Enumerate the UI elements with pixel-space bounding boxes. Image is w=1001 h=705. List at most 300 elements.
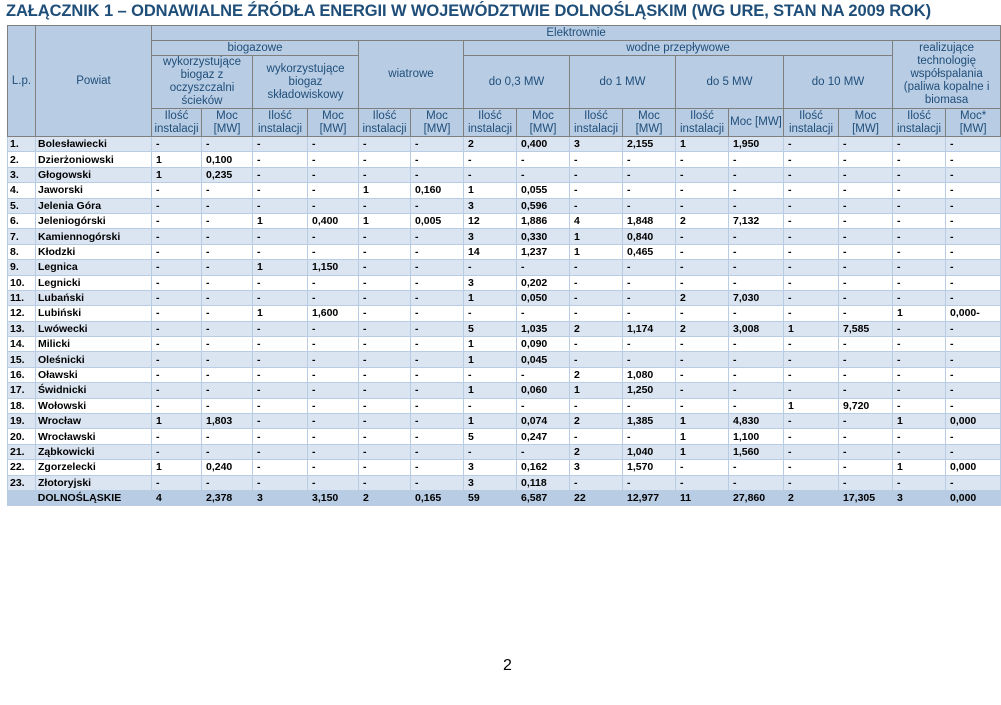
header-ilosc-instalacji: Ilość instalacji (359, 109, 411, 137)
header-lp: L.p. (8, 26, 36, 137)
table-cell: 0,162 (517, 460, 570, 475)
table-cell: - (202, 137, 253, 152)
header-ilosc-instalacji: Ilość instalacji (152, 109, 202, 137)
table-cell: - (729, 260, 784, 275)
table-cell: - (676, 306, 729, 321)
table-cell: 1,600 (308, 306, 359, 321)
table-cell: - (359, 475, 411, 490)
table-cell: - (676, 167, 729, 182)
table-cell: 1 (152, 460, 202, 475)
header-wodne: wodne przepływowe (464, 41, 893, 56)
table-cell: - (411, 460, 464, 475)
table-cell: 1,385 (623, 414, 676, 429)
table-cell: - (359, 244, 411, 259)
header-do-5-mw: do 5 MW (676, 56, 784, 109)
table-cell: - (411, 367, 464, 382)
table-cell: - (729, 198, 784, 213)
table-cell: - (308, 275, 359, 290)
table-cell: 1 (893, 414, 946, 429)
table-cell: - (202, 198, 253, 213)
table-cell: - (784, 213, 839, 228)
row-powiat: Kłodzki (36, 244, 152, 259)
row-powiat: Legnica (36, 260, 152, 275)
table-cell: 2,155 (623, 137, 676, 152)
table-cell: 2 (676, 290, 729, 305)
table-cell: - (729, 475, 784, 490)
table-cell: - (676, 275, 729, 290)
table-cell: - (253, 367, 308, 382)
table-cell: - (839, 198, 893, 213)
table-cell: 7,030 (729, 290, 784, 305)
table-cell: - (464, 152, 517, 167)
table-row (8, 337, 1001, 352)
table-cell: - (152, 367, 202, 382)
header-elektrownie: Elektrownie (152, 26, 1001, 41)
table-cell: 5 (464, 429, 517, 444)
table-cell: - (570, 260, 623, 275)
table-cell: - (253, 444, 308, 459)
table-row (8, 429, 1001, 444)
table-cell: - (570, 398, 623, 413)
table-cell: - (253, 398, 308, 413)
header-do-1-mw: do 1 MW (570, 56, 676, 109)
table-cell: - (676, 337, 729, 352)
table-cell: - (839, 352, 893, 367)
table-cell: - (839, 275, 893, 290)
table-row (8, 213, 1001, 228)
table-cell: - (623, 290, 676, 305)
row-powiat: Jelenia Góra (36, 198, 152, 213)
table-cell: - (308, 367, 359, 382)
table-cell: 2 (570, 321, 623, 336)
table-cell: - (359, 275, 411, 290)
table-cell: - (464, 444, 517, 459)
table-cell: 0,045 (517, 352, 570, 367)
total-cell: 27,860 (729, 490, 784, 505)
table-cell: 1,040 (623, 444, 676, 459)
table-cell: - (839, 152, 893, 167)
table-cell: - (253, 137, 308, 152)
table-cell: 0,247 (517, 429, 570, 444)
table-cell: 1 (253, 213, 308, 228)
row-lp: 18. (8, 398, 36, 413)
table-cell: - (893, 275, 946, 290)
header-ilosc-instalacji: Ilość instalacji (784, 109, 839, 137)
table-cell: - (411, 429, 464, 444)
table-cell: 1 (570, 229, 623, 244)
table-cell: - (152, 352, 202, 367)
table-cell: - (839, 290, 893, 305)
table-cell: - (784, 367, 839, 382)
table-cell: - (676, 367, 729, 382)
header-ilosc-instalacji: Ilość instalacji (253, 109, 308, 137)
table-cell: - (411, 398, 464, 413)
table-cell: - (946, 137, 1001, 152)
row-powiat: Wrocławski (36, 429, 152, 444)
table-cell: - (359, 229, 411, 244)
table-cell: 0,100 (202, 152, 253, 167)
table-row (8, 398, 1001, 413)
row-powiat: Bolesławiecki (36, 137, 152, 152)
row-lp: 15. (8, 352, 36, 367)
row-lp: 11. (8, 290, 36, 305)
table-cell: - (839, 383, 893, 398)
table-cell: 1 (152, 152, 202, 167)
table-cell: 2 (570, 367, 623, 382)
table-cell: - (202, 183, 253, 198)
table-cell: - (946, 198, 1001, 213)
table-cell: - (784, 290, 839, 305)
page-number: 2 (503, 657, 512, 674)
table-cell: - (308, 337, 359, 352)
table-cell: - (729, 152, 784, 167)
header-moc: Moc* [MW] (946, 109, 1001, 137)
table-cell: - (202, 475, 253, 490)
total-label: DOLNOŚLĄSKIE (8, 490, 152, 505)
table-cell: - (729, 229, 784, 244)
table-cell: 3 (464, 475, 517, 490)
table-cell: 7,132 (729, 213, 784, 228)
table-cell: - (729, 352, 784, 367)
table-cell: - (253, 198, 308, 213)
header-ilosc-instalacji: Ilość instalacji (570, 109, 623, 137)
total-cell: 0,165 (411, 490, 464, 505)
table-cell: - (152, 321, 202, 336)
table-cell: 0,090 (517, 337, 570, 352)
total-cell: 2 (784, 490, 839, 505)
table-cell: 1 (893, 306, 946, 321)
table-cell: 1,570 (623, 460, 676, 475)
table-cell: - (464, 398, 517, 413)
table-cell: 0,330 (517, 229, 570, 244)
table-cell: - (623, 352, 676, 367)
row-lp: 8. (8, 244, 36, 259)
table-cell: - (893, 321, 946, 336)
table-cell: - (253, 383, 308, 398)
table-cell: - (676, 398, 729, 413)
table-cell: - (570, 290, 623, 305)
table-cell: - (623, 337, 676, 352)
total-cell: 12,977 (623, 490, 676, 505)
table-cell: 1,100 (729, 429, 784, 444)
table-cell: - (570, 167, 623, 182)
row-lp: 13. (8, 321, 36, 336)
table-cell: - (202, 383, 253, 398)
table-cell: - (253, 290, 308, 305)
table-cell: - (202, 306, 253, 321)
table-cell: 0,118 (517, 475, 570, 490)
total-cell: 11 (676, 490, 729, 505)
row-lp: 22. (8, 460, 36, 475)
table-cell: - (676, 460, 729, 475)
header-wiatrowe: wiatrowe (359, 41, 464, 109)
table-cell: - (411, 475, 464, 490)
table-cell: - (359, 383, 411, 398)
table-cell: 1,035 (517, 321, 570, 336)
table-cell: - (411, 260, 464, 275)
row-powiat: Oleśnicki (36, 352, 152, 367)
row-lp: 7. (8, 229, 36, 244)
table-cell: - (839, 213, 893, 228)
table-cell: - (411, 444, 464, 459)
table-cell: - (570, 337, 623, 352)
table-cell: - (359, 290, 411, 305)
table-row (8, 475, 1001, 490)
table-cell: - (464, 260, 517, 275)
header-moc: Moc [MW] (308, 109, 359, 137)
table-cell: 1,237 (517, 244, 570, 259)
table-cell: 3 (464, 460, 517, 475)
table-row (8, 152, 1001, 167)
table-cell: - (308, 229, 359, 244)
table-cell: 3 (464, 229, 517, 244)
table-cell: 7,585 (839, 321, 893, 336)
table-cell: - (308, 137, 359, 152)
table-cell: - (784, 429, 839, 444)
table-cell: - (784, 275, 839, 290)
table-cell: - (308, 460, 359, 475)
table-cell: 1,174 (623, 321, 676, 336)
table-cell: - (411, 198, 464, 213)
table-cell: - (359, 306, 411, 321)
header-moc: Moc [MW] (839, 109, 893, 137)
total-cell: 2 (359, 490, 411, 505)
table-cell: - (253, 414, 308, 429)
row-powiat: Świdnicki (36, 383, 152, 398)
row-powiat: Złotoryjski (36, 475, 152, 490)
table-cell: 4,830 (729, 414, 784, 429)
table-cell: - (784, 137, 839, 152)
table-cell: - (839, 460, 893, 475)
table-cell: - (839, 444, 893, 459)
table-cell: - (411, 352, 464, 367)
table-cell: - (946, 275, 1001, 290)
table-cell: - (517, 367, 570, 382)
table-cell: - (893, 167, 946, 182)
table-cell: - (359, 444, 411, 459)
table-cell: - (202, 321, 253, 336)
table-cell: 1 (359, 183, 411, 198)
table-cell: - (946, 229, 1001, 244)
table-cell: - (676, 198, 729, 213)
table-cell: - (152, 244, 202, 259)
table-cell: 0,400 (308, 213, 359, 228)
table-cell: 1 (464, 352, 517, 367)
table-cell: 1 (464, 183, 517, 198)
table-cell: - (946, 367, 1001, 382)
row-powiat: Oławski (36, 367, 152, 382)
table-cell: - (359, 198, 411, 213)
row-lp: 3. (8, 167, 36, 182)
table-row (8, 167, 1001, 182)
table-cell: 1 (253, 306, 308, 321)
table-cell: 1 (570, 244, 623, 259)
table-cell: - (893, 213, 946, 228)
table-cell: 2 (570, 444, 623, 459)
table-cell: 1,848 (623, 213, 676, 228)
table-cell: - (676, 383, 729, 398)
table-cell: - (359, 398, 411, 413)
table-cell: - (839, 229, 893, 244)
table-cell: 9,720 (839, 398, 893, 413)
table-cell: - (152, 383, 202, 398)
table-cell: - (946, 429, 1001, 444)
table-cell: - (411, 290, 464, 305)
table-cell: - (359, 352, 411, 367)
table-row (8, 460, 1001, 475)
row-lp: 19. (8, 414, 36, 429)
table-cell: - (308, 183, 359, 198)
table-cell: - (676, 229, 729, 244)
table-cell: - (893, 244, 946, 259)
table-cell: 0,240 (202, 460, 253, 475)
row-lp: 16. (8, 367, 36, 382)
table-row (8, 183, 1001, 198)
table-cell: - (152, 198, 202, 213)
table-cell: - (253, 152, 308, 167)
table-cell: - (893, 475, 946, 490)
table-cell: - (623, 306, 676, 321)
table-cell: 1 (152, 414, 202, 429)
header-moc: Moc [MW] (729, 109, 784, 137)
table-cell: 3 (570, 460, 623, 475)
row-lp: 4. (8, 183, 36, 198)
table-cell: - (308, 152, 359, 167)
table-cell: - (253, 167, 308, 182)
table-cell: - (946, 321, 1001, 336)
table-cell: - (308, 198, 359, 213)
row-lp: 9. (8, 260, 36, 275)
table-cell: - (570, 198, 623, 213)
row-lp: 21. (8, 444, 36, 459)
table-cell: - (359, 260, 411, 275)
table-cell: - (729, 275, 784, 290)
table-cell: - (946, 290, 1001, 305)
table-cell: - (411, 152, 464, 167)
table-cell: - (359, 152, 411, 167)
table-cell: 0,005 (411, 213, 464, 228)
header-moc: Moc [MW] (517, 109, 570, 137)
row-powiat: Kamiennogórski (36, 229, 152, 244)
table-cell: 3 (464, 198, 517, 213)
table-cell: - (202, 275, 253, 290)
row-lp: 10. (8, 275, 36, 290)
table-cell: - (623, 260, 676, 275)
table-cell: - (784, 414, 839, 429)
table-cell: 3 (464, 275, 517, 290)
table-cell: 1 (893, 460, 946, 475)
table-cell: 0,596 (517, 198, 570, 213)
table-cell: - (152, 137, 202, 152)
table-cell: - (676, 183, 729, 198)
table-cell: - (623, 475, 676, 490)
table-cell: 1 (570, 383, 623, 398)
table-cell: - (839, 244, 893, 259)
table-cell: - (729, 167, 784, 182)
table-cell: - (839, 414, 893, 429)
table-cell: 1 (676, 444, 729, 459)
table-cell: - (893, 398, 946, 413)
table-cell: - (253, 275, 308, 290)
table-cell: - (623, 152, 676, 167)
table-cell: - (202, 337, 253, 352)
table-cell: - (946, 444, 1001, 459)
table-cell: - (570, 275, 623, 290)
table-cell: - (253, 244, 308, 259)
table-cell: 1,950 (729, 137, 784, 152)
table-cell: - (893, 137, 946, 152)
table-cell: - (202, 260, 253, 275)
row-powiat: Legnicki (36, 275, 152, 290)
table-cell: - (308, 414, 359, 429)
table-row (8, 290, 1001, 305)
table-cell: - (623, 167, 676, 182)
table-cell: 1,150 (308, 260, 359, 275)
total-cell: 3 (893, 490, 946, 505)
table-cell: - (729, 398, 784, 413)
table-cell: - (411, 244, 464, 259)
table-cell: - (839, 167, 893, 182)
total-cell: 22 (570, 490, 623, 505)
header-powiat: Powiat (36, 26, 152, 137)
table-row (8, 321, 1001, 336)
table-cell: 1,080 (623, 367, 676, 382)
row-powiat: Dzierżoniowski (36, 152, 152, 167)
table-cell: - (464, 367, 517, 382)
table-cell: - (893, 198, 946, 213)
table-cell: - (570, 306, 623, 321)
table-cell: 0,000 (946, 414, 1001, 429)
table-cell: - (152, 275, 202, 290)
table-cell: - (359, 429, 411, 444)
table-cell: - (839, 429, 893, 444)
table-row (8, 306, 1001, 321)
table-cell: - (202, 352, 253, 367)
table-cell: - (253, 475, 308, 490)
total-cell: 59 (464, 490, 517, 505)
total-cell: 6,587 (517, 490, 570, 505)
table-cell: - (676, 352, 729, 367)
table-cell: 1 (359, 213, 411, 228)
table-cell: - (152, 398, 202, 413)
table-cell: - (152, 213, 202, 228)
table-cell: 2 (464, 137, 517, 152)
table-cell: - (623, 429, 676, 444)
table-cell: - (946, 183, 1001, 198)
table-cell: - (202, 444, 253, 459)
table-cell: - (839, 337, 893, 352)
row-powiat: Jaworski (36, 183, 152, 198)
table-cell: - (253, 429, 308, 444)
header-ilosc-instalacji: Ilość instalacji (893, 109, 946, 137)
table-cell: - (893, 229, 946, 244)
table-cell: - (893, 260, 946, 275)
table-cell: - (411, 321, 464, 336)
table-cell: - (202, 229, 253, 244)
table-row (8, 229, 1001, 244)
page-title: ZAŁĄCZNIK 1 – ODNAWIALNE ŹRÓDŁA ENERGII W WOJEWÓDZTWIE DOLNOŚLĄSKIM (WG URE, STAN NA 2009 ROK) (6, 2, 931, 20)
table-cell: - (946, 152, 1001, 167)
table-cell: - (517, 152, 570, 167)
header-moc: Moc [MW] (411, 109, 464, 137)
table-cell: 2 (676, 321, 729, 336)
table-row (8, 352, 1001, 367)
table-cell: - (784, 229, 839, 244)
table-cell: - (359, 167, 411, 182)
table-cell: 3 (570, 137, 623, 152)
table-cell: - (623, 398, 676, 413)
table-cell: 0,400 (517, 137, 570, 152)
